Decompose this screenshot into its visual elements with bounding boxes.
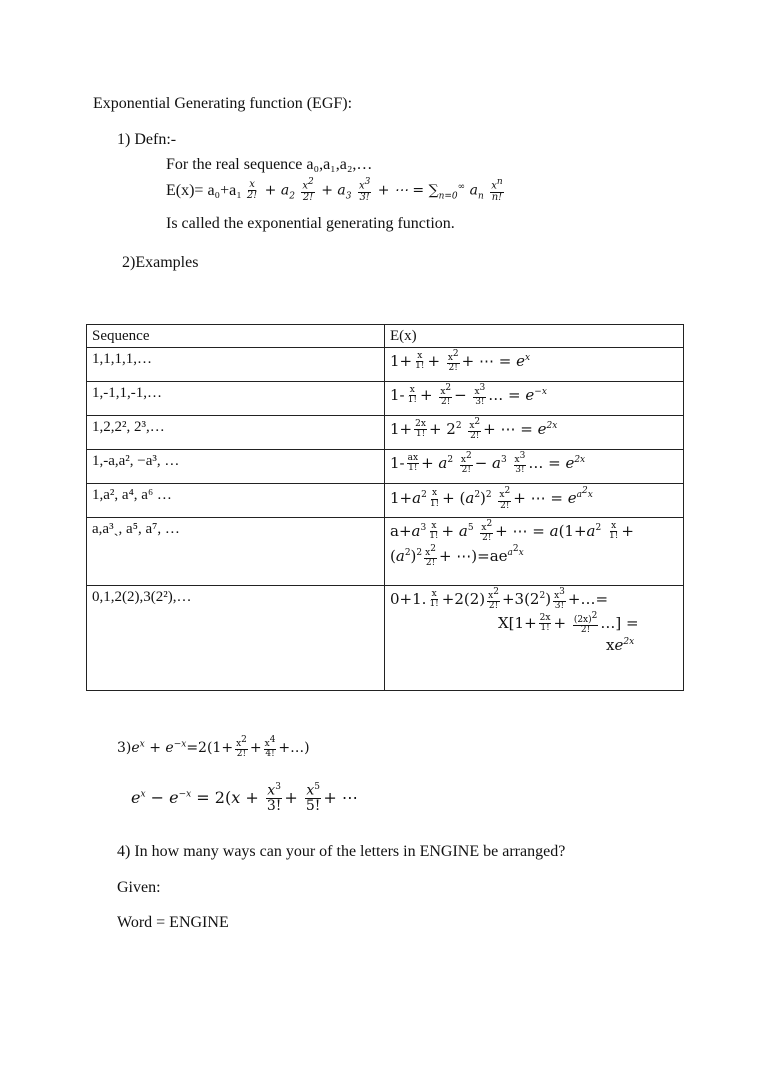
table-row [87,348,684,382]
definition-intro: For the real sequence a₀,a₁,a₂,… [166,156,373,173]
table-row [87,450,684,484]
table-row [87,382,684,416]
word-statement: Word = ENGINE [117,914,229,931]
table-row [87,518,684,586]
definition-note: Is called the exponential generating function. [166,215,455,232]
examples-table [86,324,684,691]
ex-cell: 1+ $\frac{x}{1!}$ + $\frac{x^2}{2!}$ + ⋯ = $e^x$ [385,348,684,382]
sequence-cell: 1,2,2², 2³,… [87,416,385,450]
sequence-cell: 1,-a,a², −a³, … [87,450,385,484]
sequence-cell: a,a³ˎ, a⁵, a⁷, … [87,518,385,586]
definition-formula: E(x)= a₀+a₁ $\frac{x}{2!}$ + $a_2$ $\frac{x^2}{2!}$ + $a_3$ $\frac{x^3}{3!}$ + ⋯ = $\sum_{n=0}^\infty$ $a_n$ $\frac{x^n}{n!}$ [166,177,503,203]
table-header-row [87,325,684,348]
definition-label: 1) Defn:- [117,131,177,148]
sequence-cell: 1,1,1,1,… [87,348,385,382]
ex-cell: 1+ $\frac{2x}{1!}$ + $2^2$ $\frac{x^2}{2!}$ + ⋯ = $e^{2x}$ [385,416,684,450]
ex-cell: 1- $\frac{x}{1!}$ + $\frac{x^2}{2!}$ − $\frac{x^3}{3!}$ … = $e^{-x}$ [385,382,684,416]
header-sequence: Sequence [87,325,385,348]
table-row [87,416,684,450]
item3-line1: $3)e^x + e^{-x}=2(1+$ $\frac{x^2}{2!}$ + $\frac{x^4}{4!}$ +…) [117,735,310,760]
given-label: Given: [117,879,161,896]
examples-label: 2)Examples [122,254,199,271]
sequence-cell: 0,1,2(2),3(2²),… [87,586,385,691]
ex-cell: $1+a^2$ $\frac{x}{1!}$ + $(a^2)^2$ $\frac{x^2}{2!}$ + ⋯ = $e^{a^2x}$ [385,484,684,518]
table-row [87,586,684,691]
item4-question: 4) In how many ways can your of the letters in ENGINE be arranged? [117,843,566,860]
header-ex: E(x) [385,325,684,348]
page-title: Exponential Generating function (EGF): [93,95,353,112]
item3-line2: $e^x - e^{-x} = 2(x$ + $\frac{x^3}{3!}$ + $\frac{x^5}{5!}$ + ⋯ [131,782,358,815]
ex-cell: 0+1. $\frac{x}{1!}$ +2(2) $\frac{x^2}{2!}$ $+3(2^2)$ $\frac{x^3}{3!}$ +…= X[1+ $\frac{2x}{1!}$ + $\frac{(2x)^2}{2!}$ …] = $xe^{2x}$ [385,586,684,691]
sequence-cell: 1,a², a⁴, a⁶ … [87,484,385,518]
ex-cell: $a+a^3$ $\frac{x}{1!}$ + $a^5$ $\frac{x^2}{2!}$ + ⋯ = $a(1+a^2$ $\frac{x}{1!}$ + $(a^2)^2$ $\frac{x^2}{2!}$ + $\cdots)=ae^{a^2x}$ [385,518,684,586]
table-row [87,484,684,518]
ex-cell: 1- $\frac{ax}{1!}$ + $a^2$ $\frac{x^2}{2!}$ − $a^3$ $\frac{x^3}{3!}$ … = $e^{2x}$ [385,450,684,484]
sequence-cell: 1,-1,1,-1,… [87,382,385,416]
